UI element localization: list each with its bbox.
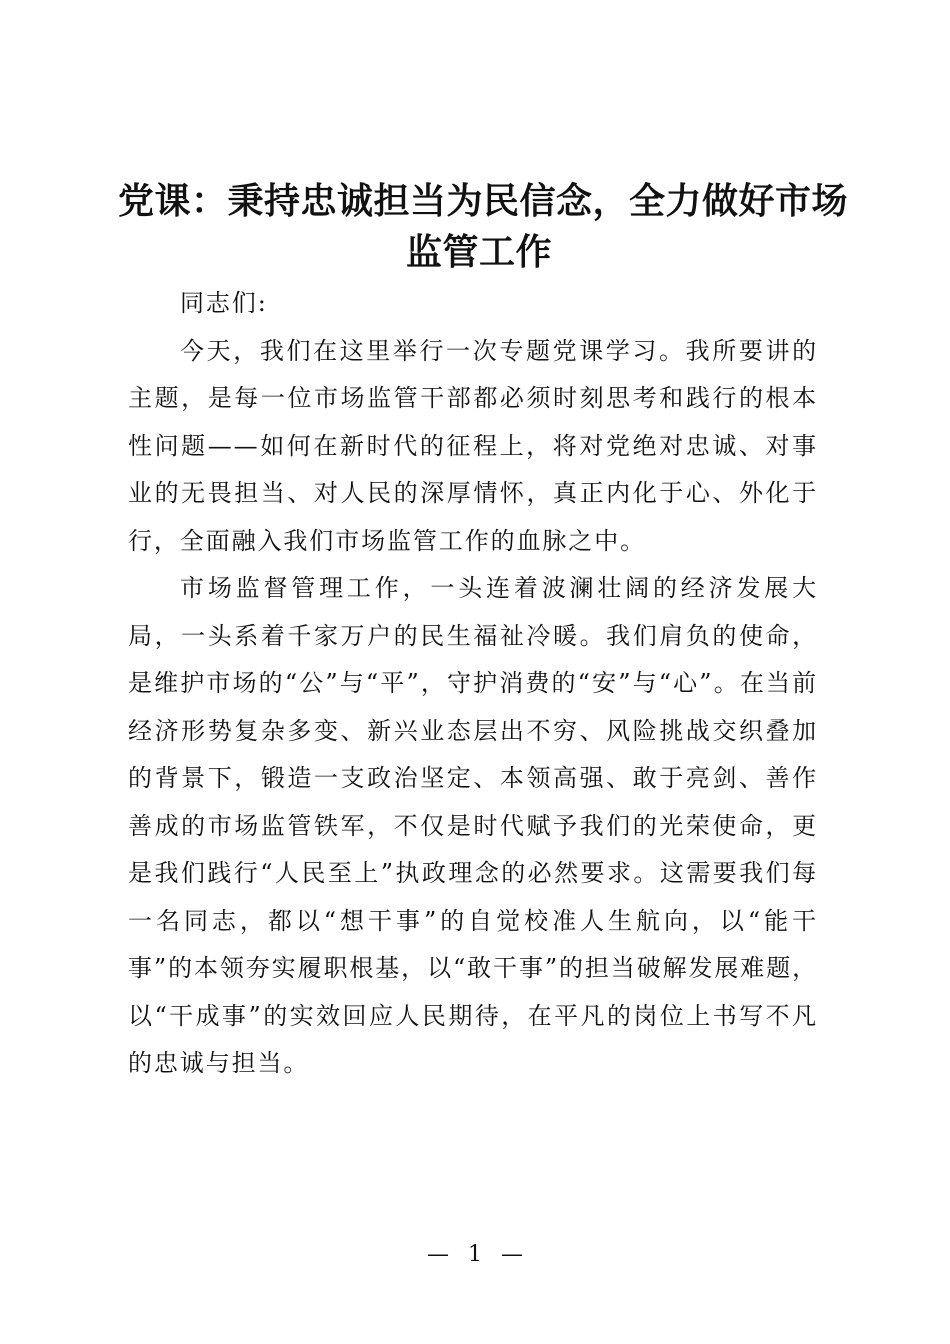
paragraph-mission: 市场监督管理工作，一头连着波澜壮阔的经济发展大局，一头系着千家万户的民生福祉冷暖。我们肩负的使命，是维护市场的“公”与“平”，守护消费的“安”与“心”。在当前经济形势复杂多变、新兴业态层出不穷、风险挑战交织叠加的背景下，锻造一支政治坚定、本领高强、敢于亮剑、善作善成的市场监管铁军，不仅是时代赋予我们的光荣使命，更是我们践行“人民至上”执政理念的必然要求。这需要我们每一名同志，都以“想干事”的自觉校准人生航向，以“能干事”的本领夯实履职根基，以“敢干事”的担当破解发展难题，以“干成事”的实效回应人民期待，在平凡的岗位上书写不凡的忠诚与担当。 — [128, 574, 819, 1077]
salutation: 同志们: — [180, 289, 268, 317]
page-footer — [0, 1240, 950, 1270]
title-line-2: 监管工作 — [405, 231, 552, 273]
document-body — [128, 280, 818, 1088]
document-title — [118, 176, 849, 278]
title-line-1: 党课：秉持忠诚担当为民信念，全力做好市场 — [118, 180, 849, 222]
page-number: 1 — [468, 1242, 482, 1267]
footer-dash-left: — — [427, 1242, 449, 1267]
paragraph-intro: 今天，我们在这里举行一次专题党课学习。我所要讲的主题，是每一位市场监管干部都必须时刻思考和践行的根本性问题——如何在新时代的征程上，将对党绝对忠诚、对事业的无畏担当、对人民的深厚情怀，真正内化于心、外化于行，全面融入我们市场监管工作的血脉之中。 — [128, 336, 818, 555]
footer-dash-right: — — [501, 1242, 523, 1267]
